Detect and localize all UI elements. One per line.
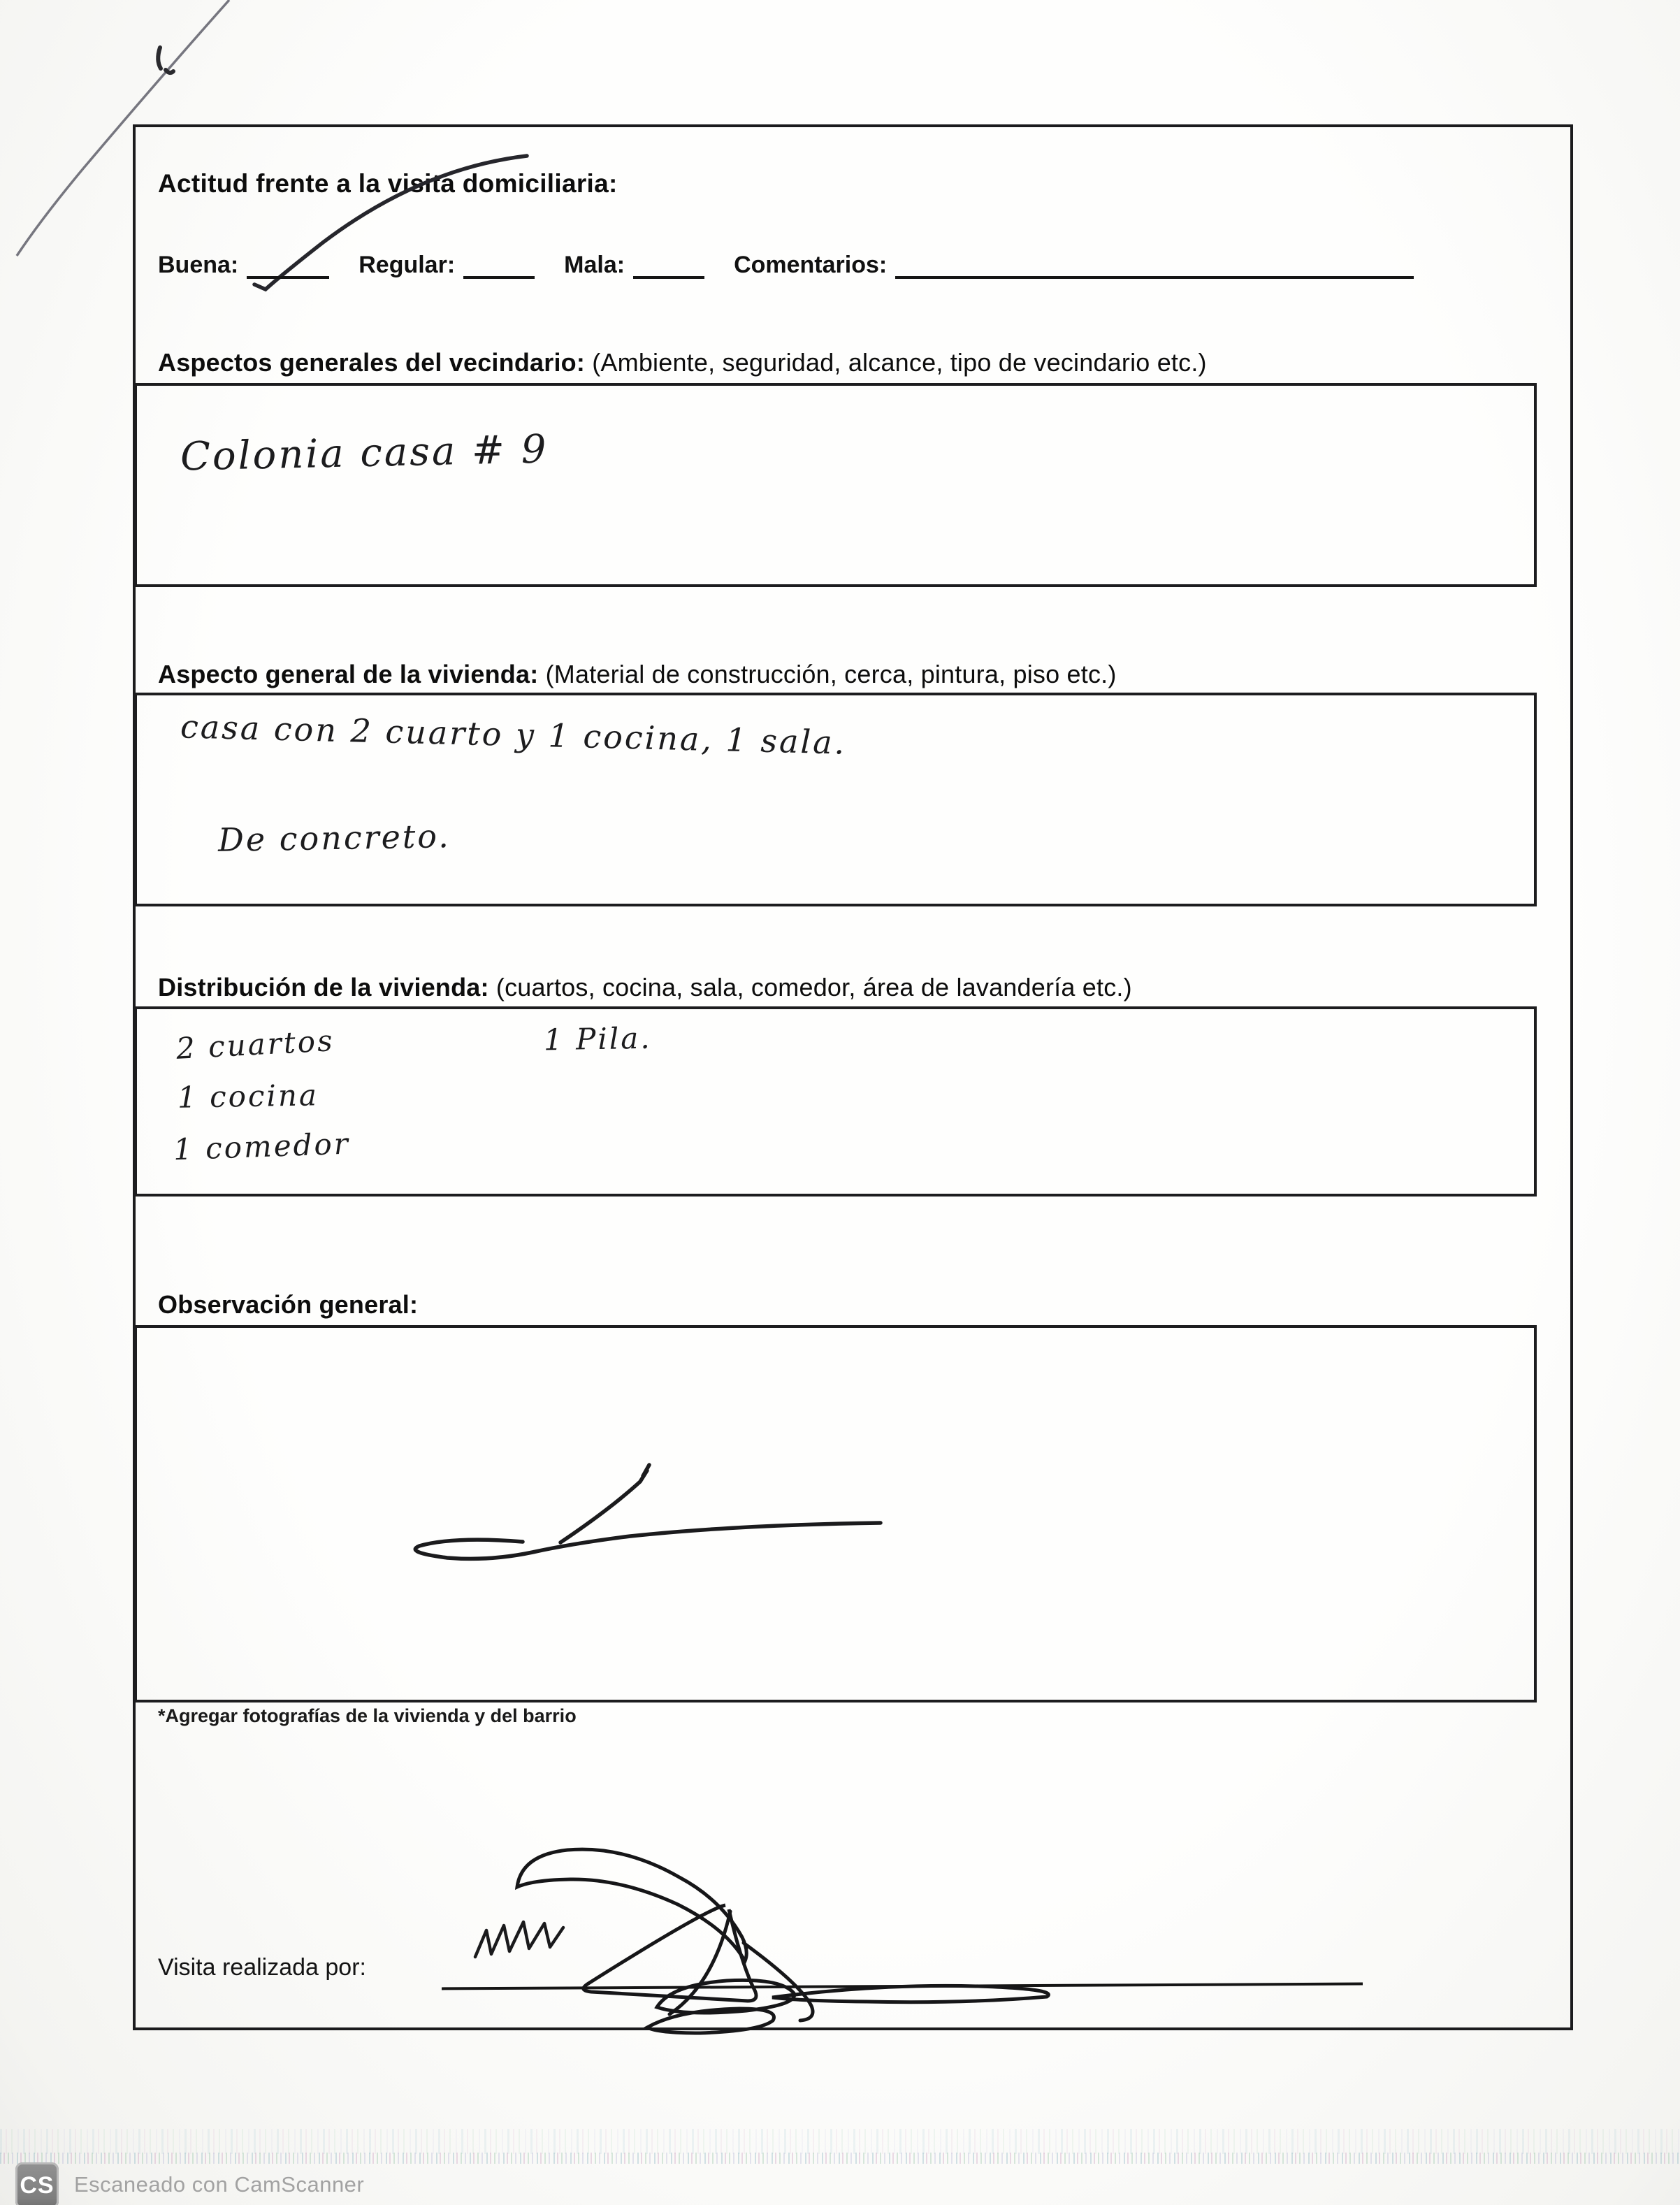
comments-blank [895,252,1414,279]
stray-pen-mark [158,48,173,73]
section-vivienda-heading [158,660,1117,689]
option-regular-label: Regular: [359,252,456,278]
observacion-heading-bold: Observación general: [158,1290,419,1319]
vivienda-handwriting-line2: De concreto. [217,817,451,859]
camscanner-watermark-label: Escaneado con CamScanner [74,2172,365,2197]
option-mala-label: Mala: [564,252,625,278]
photos-footnote: *Agregar fotografías de la vivienda y del barrio [158,1705,577,1726]
camscanner-logo-icon [15,2162,59,2205]
visited-by-label: Visita realizada por: [158,1954,366,1981]
buena-blank [247,252,329,279]
option-buena [158,252,329,278]
scan-noise-band-faint [0,2129,1680,2154]
vivienda-handwriting-line1: casa con 2 cuarto y 1 cocina, 1 sala. [180,707,847,762]
scan-noise-band-dense [0,2153,1680,2164]
distribucion-handwriting-cuartos: 2 cuartos [175,1023,335,1066]
comments-field [734,252,1414,278]
distribucion-answer-box [134,1006,1537,1197]
distribucion-handwriting-cocina: 1 cocina [177,1078,319,1115]
vecindario-heading-hint: (Ambiente, seguridad, alcance, tipo de vecindario etc.) [592,348,1207,377]
section-observacion-heading [158,1290,418,1320]
distribucion-heading-hint: (cuartos, cocina, sala, comedor, área de lavandería etc.) [495,973,1132,1002]
page-title: Actitud frente a la visita domiciliaria: [158,169,618,198]
distribucion-handwriting-pila: 1 Pila. [543,1020,653,1057]
vivienda-heading-hint: (Material de construcción, cerca, pintura, piso etc.) [545,660,1117,688]
observacion-answer-box [134,1325,1537,1702]
vivienda-heading-bold: Aspecto general de la vivienda: [158,660,539,688]
option-buena-label: Buena: [158,252,239,278]
camscanner-logo-text: CS [20,2171,55,2199]
attitude-options-row [158,252,1528,279]
regular-blank [463,252,535,279]
option-regular [359,252,535,278]
vecindario-answer-box [134,383,1537,587]
vecindario-handwriting: Colonia casa # 9 [180,426,549,480]
section-distribucion-heading [158,973,1132,1002]
mala-blank [633,252,704,279]
comments-label: Comentarios: [734,252,888,278]
option-mala [564,252,704,278]
section-vecindario-heading [158,348,1207,377]
distribucion-handwriting-comedor: 1 comedor [173,1126,351,1167]
distribucion-heading-bold: Distribución de la vivienda: [158,973,489,1002]
vecindario-heading-bold: Aspectos generales del vecindario: [158,348,586,377]
